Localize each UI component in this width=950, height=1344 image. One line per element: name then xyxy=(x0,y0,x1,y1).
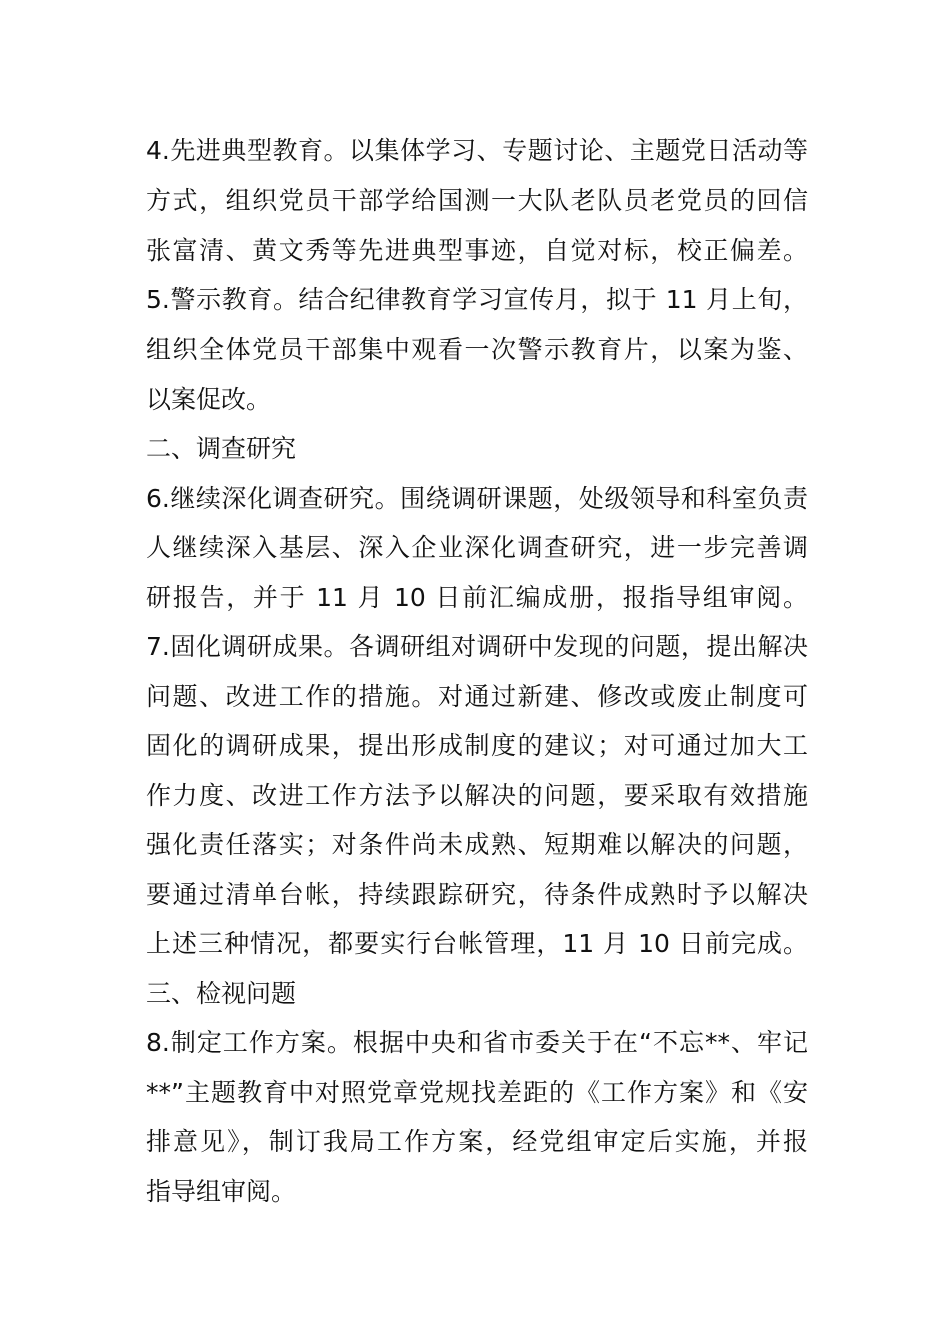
text-line: 张富清、黄文秀等先进典型事迹，自觉对标，校正偏差。 xyxy=(146,236,808,265)
text-line: 人继续深入基层、深入企业深化调查研究，进一步完善调 xyxy=(146,533,808,562)
text-line: 组织全体党员干部集中观看一次警示教育片，以案为鉴、 xyxy=(146,335,808,364)
text-line: 方式，组织党员干部学给国测一大队老队员老党员的回信 xyxy=(146,186,808,215)
text-line: 要通过清单台帐，持续跟踪研究，待条件成熟时予以解决 xyxy=(146,880,808,909)
text-line: 5.警示教育。结合纪律教育学习宣传月，拟于 11 月上旬， xyxy=(146,285,808,314)
text-line: 研报告，并于 11 月 10 日前汇编成册，报指导组审阅。 xyxy=(146,583,808,612)
section-heading: 二、调查研究 xyxy=(146,434,297,463)
text-line: 4.先进典型教育。以集体学习、专题讨论、主题党日活动等 xyxy=(146,136,808,165)
text-line: 指导组审阅。 xyxy=(146,1177,297,1206)
text-line: 强化责任落实；对条件尚未成熟、短期难以解决的问题， xyxy=(146,830,808,859)
text-line: 6.继续深化调查研究。围绕调研课题，处级领导和科室负责 xyxy=(146,484,808,513)
text-line: 排意见》，制订我局工作方案，经党组审定后实施，并报 xyxy=(146,1127,808,1156)
text-line: 8.制定工作方案。根据中央和省市委关于在“不忘**、牢记 xyxy=(146,1028,808,1057)
text-line: 作力度、改进工作方法予以解决的问题，要采取有效措施 xyxy=(146,781,808,810)
text-line: 上述三种情况，都要实行台帐管理，11 月 10 日前完成。 xyxy=(146,929,808,958)
text-line: 固化的调研成果，提出形成制度的建议；对可通过加大工 xyxy=(146,731,808,760)
text-line: **”主题教育中对照党章党规找差距的《工作方案》和《安 xyxy=(146,1078,808,1107)
text-line: 7.固化调研成果。各调研组对调研中发现的问题，提出解决 xyxy=(146,632,808,661)
text-line: 问题、改进工作的措施。对通过新建、修改或废止制度可 xyxy=(146,682,808,711)
text-line: 以案促改。 xyxy=(146,385,272,414)
section-heading: 三、检视问题 xyxy=(146,979,297,1008)
